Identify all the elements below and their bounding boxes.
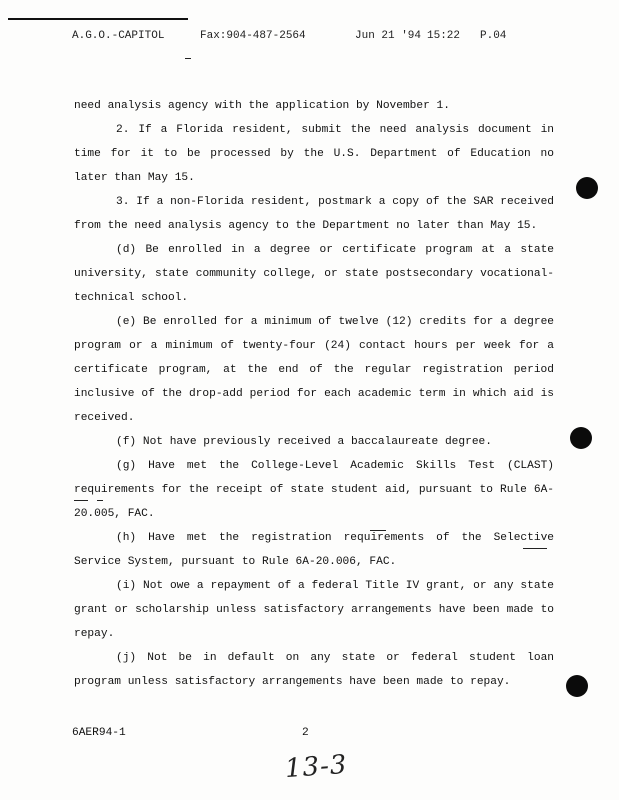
- scan-mark: [370, 530, 386, 531]
- punch-hole: [570, 427, 592, 449]
- paragraph: (g) Have met the College-Level Academic Skills Test (CLAST) requirements for the receipt of state student aid, pursuant to Rule 6A-20.005, FAC.: [74, 460, 554, 520]
- fax-number: Fax:904-487-2564: [200, 30, 306, 42]
- fax-sender: A.G.O.-CAPITOL: [72, 30, 165, 42]
- paragraph: (d) Be enrolled in a degree or certificate program at a state university, state community college, or state postsecondary vocational-technical school.: [74, 244, 554, 304]
- fax-top-rule: [8, 18, 188, 20]
- scan-mark: [523, 548, 547, 549]
- scan-mark: [185, 58, 191, 59]
- fax-date: Jun 21 '94: [355, 30, 422, 42]
- paragraph: need analysis agency with the application by November 1.: [74, 100, 450, 112]
- paragraph: (j) Not be in default on any state or federal student loan program unless satisfactory arrangements have been made to repay.: [74, 652, 554, 688]
- page-number: 2: [302, 727, 309, 739]
- fax-page: P.04: [480, 30, 507, 42]
- paragraph: (e) Be enrolled for a minimum of twelve (12) credits for a degree program or a minimum of twenty-four (24) contact hours per week for a certificate program, at the end of the regular registration period inclusive of the drop-add period for each academic term in which aid is received.: [74, 316, 554, 424]
- punch-hole: [566, 675, 588, 697]
- scan-mark: [74, 500, 88, 501]
- handwritten-page-note: 13-3: [284, 749, 349, 785]
- fax-header: [0, 30, 619, 44]
- paragraph: 2. If a Florida resident, submit the need analysis document in time for it to be processed by the U.S. Department of Education no later than May 15.: [74, 124, 554, 184]
- punch-hole: [576, 177, 598, 199]
- paragraph: 3. If a non-Florida resident, postmark a copy of the SAR received from the need analysis agency to the Department no later than May 15.: [74, 196, 554, 232]
- document-body: [74, 94, 554, 694]
- scan-mark: [97, 500, 103, 501]
- paragraph: (f) Not have previously received a baccalaureate degree.: [116, 436, 492, 448]
- paragraph: (h) Have met the registration requirements of the Selective Service System, pursuant to Rule 6A-20.006, FAC.: [74, 532, 554, 568]
- document-id: 6AER94-1: [72, 727, 126, 739]
- paragraph: (i) Not owe a repayment of a federal Title IV grant, or any state grant or scholarship unless satisfactory arrangements have been made to repay.: [74, 580, 554, 640]
- fax-time: 15:22: [427, 30, 461, 42]
